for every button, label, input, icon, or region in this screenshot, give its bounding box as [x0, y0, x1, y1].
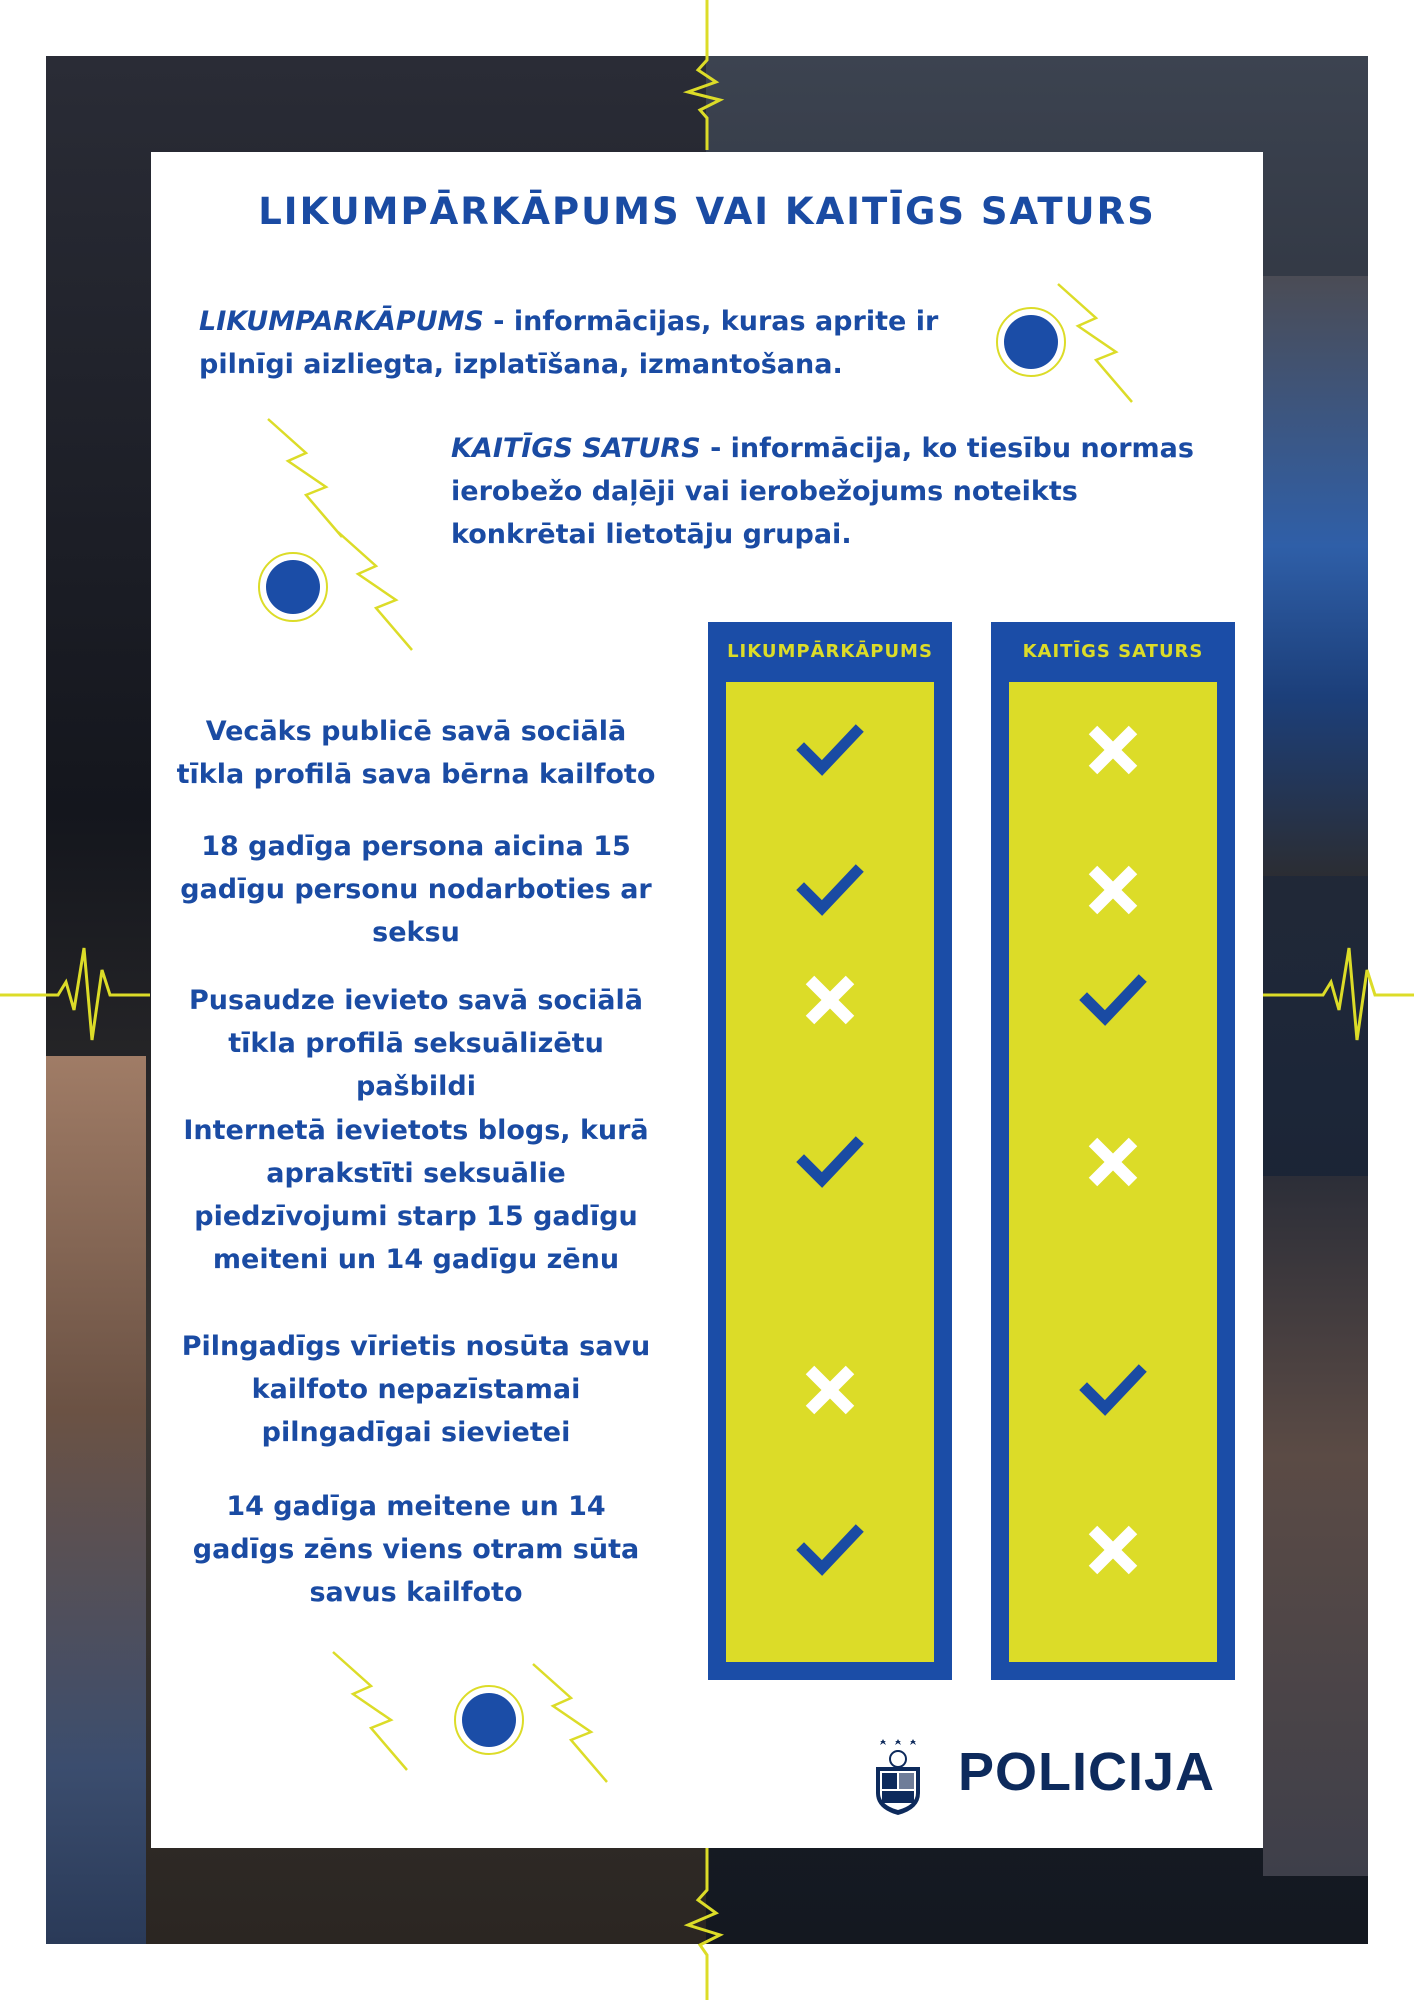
row-text: 18 gadīga persona aicina 15 gadīgu personu nodarboties ar seksu — [180, 831, 652, 948]
coat-of-arms-icon — [868, 1737, 928, 1817]
column-header-offense: LIKUMPĀRKĀPUMS — [727, 641, 933, 662]
definition-text: - informācija, ko tiesību normas ierobežo daļēji vai ierobežojums noteikts konkrētai lietotāju grupai. — [451, 433, 1194, 550]
definition-offense — [199, 300, 939, 386]
definition-text: - informācijas, kuras aprite ir pilnīgi aizliegta, izplatīšana, izmantošana. — [199, 306, 939, 380]
check-icon — [1073, 960, 1153, 1040]
zigzag-decoration — [336, 530, 416, 660]
check-icon — [1073, 1350, 1153, 1430]
cross-icon — [1073, 1122, 1153, 1202]
zigzag-decoration — [531, 1662, 611, 1792]
pulse-line-right — [1263, 940, 1414, 1060]
blue-dot-decoration — [449, 1680, 529, 1760]
pulse-line-bottom — [640, 1845, 760, 2000]
blue-dot-decoration — [253, 547, 333, 627]
pulse-line-left — [0, 940, 150, 1060]
check-icon — [790, 1122, 870, 1202]
logo-text: POLICIJA — [958, 1742, 1216, 1802]
pulse-line-top — [640, 0, 760, 150]
definition-term: LIKUMPARKĀPUMS — [199, 306, 484, 337]
row-text: 14 gadīga meitene un 14 gadīgs zēns viens otram sūta savus kailfoto — [192, 1491, 640, 1608]
definition-term: KAITĪGS SATURS — [451, 433, 701, 464]
row-text: Pilngadīgs vīrietis nosūta savu kailfoto nepazīstamai pilngadīgai sievietei — [181, 1331, 651, 1448]
check-icon — [790, 710, 870, 790]
cross-icon — [1073, 1510, 1153, 1590]
row-text: Pusaudze ievieto savā sociālā tīkla profilā seksuālizētu pašbildi — [189, 985, 643, 1102]
cross-icon — [1073, 850, 1153, 930]
check-icon — [790, 850, 870, 930]
cross-icon — [790, 1350, 870, 1430]
zigzag-decoration — [331, 1650, 411, 1780]
check-icon — [790, 1510, 870, 1590]
policija-logo — [868, 1737, 1238, 1817]
definition-harmful — [451, 427, 1211, 556]
column-header-harmful: KAITĪGS SATURS — [1022, 641, 1204, 662]
info-card — [151, 152, 1263, 1848]
row-text: Internetā ievietots blogs, kurā aprakstīti seksuālie piedzīvojumi starp 15 gadīgu meiteni un 14 gadīgu zēnu — [183, 1115, 649, 1275]
row-text: Vecāks publicē savā sociālā tīkla profilā sava bērna kailfoto — [176, 716, 656, 790]
cross-icon — [1073, 710, 1153, 790]
zigzag-decoration — [1056, 282, 1136, 412]
cross-icon — [790, 960, 870, 1040]
page-title: LIKUMPĀRKĀPUMS VAI KAITĪGS SATURS — [258, 190, 1156, 233]
zigzag-decoration — [266, 417, 346, 547]
